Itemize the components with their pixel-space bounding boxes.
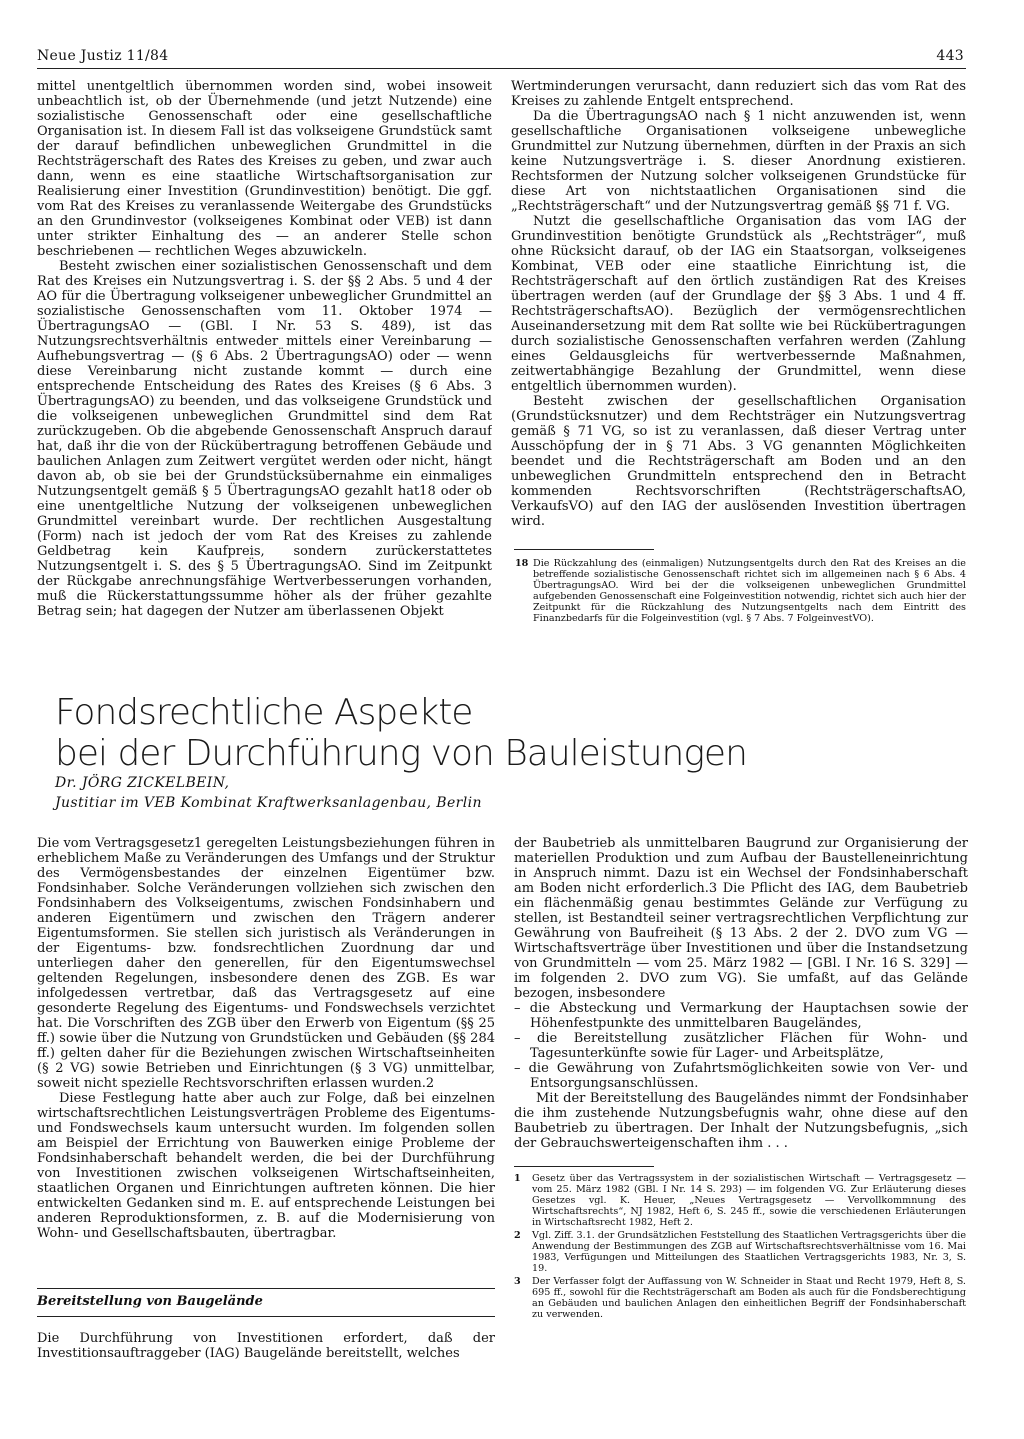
paragraph: Besteht zwischen einer sozialistischen Genossenschaft und dem Rat des Kreises ein Nutzungsvertrag i. S. der §§ 2 Abs. 5 und 4 der AO für die Übertragung volkseigener unbeweglicher Grundmittel an sozialistische Genossenschaften vom 11. Oktober 1974 — ÜbertragungsAO — (GBl. I Nr. 53 S. 489), ist das Nutzungsrechtsverhältnis entweder mittels einer Vereinbarung — Aufhebungsvertrag — (§ 6 Abs. 2 ÜbertragungsAO) oder — wenn diese Vereinbarung nicht zustande kommt — durch eine entsprechende Entscheidung des Rates des Kreises (§ 6 Abs. 3 ÜbertragungsAO) zu beenden, und das volkseigene Grundstück und die volkseigenen unbeweglichen Grundmittel sind dem Rat zurückzugeben. Ob die abgebende Genossenschaft Anspruch darauf hat, daß ihr die von der Rückübertragung betroffenen Gebäude und baulichen Anlagen zum Zeitwert vergütet werden oder nicht, hängt davon ab, ob sie bei der Grundstücksübernahme ein einmaliges Nutzungsentgelt gemäß § 5 ÜbertragungsAO gezahlt hat18 oder ob eine unentgeltliche Nutzung der volkseigenen unbeweglichen Grundmittel vereinbart wurde. Der rechtlichen Ausgestaltung (Form) nach ist jedoch der vom Rat des Kreises zu zahlende Geldbetrag kein Kaufpreis, sondern zurückerstattetes Nutzungsentgelt i. S. des § 5 ÜbertragungsAO. Sind im Zeitpunkt der Rückgabe anrechnungsfähige Wertverbesserungen vorhanden, muß die Rückerstattungssumme höher als der früher gezahlte Betrag sein; hat dagegen der Nutzer am überlassenen Objekt	[37, 259, 492, 619]
paragraph: der Baubetrieb als unmittelbaren Baugrund zur Organisierung der materiellen Produktion und zum Aufbau der Baustelleneinrichtung in Anspruch nimmt. Dazu ist ein Wechsel der Fondsinhaberschaft am Boden nicht erforderlich.3 Die Pflicht des IAG, dem Baubetrieb ein flächenmäßig genau bestimmtes Gelände zur Verfügung zu stellen, ist Bestandteil seiner vertragsrechtlichen Verpflichtung zur Gewährung von Baufreiheit (§ 13 Abs. 2 der 2. DVO zum VG — Wirtschaftsverträge über Investitionen und über die Instandsetzung von Grundmitteln — vom 25. März 1982 — [GBl. I Nr. 16 S. 329] — im folgenden 2. DVO zum VG). Sie umfaßt, auf das Gelände bezogen, insbesondere	[514, 836, 968, 1001]
list-item: – die Bereitstellung zusätzlicher Flächen für Wohn- und Tagesunterkünfte sowie für Lager- und Arbeitsplätze,	[514, 1031, 968, 1061]
requirement-list	[514, 1001, 968, 1091]
title-line-1: Fondsrechtliche Aspekte	[55, 692, 473, 733]
article-left-column-continued	[37, 1331, 495, 1376]
paragraph: Diese Festlegung hatte aber auch zur Folge, daß bei einzelnen wirtschaftsrechtlichen Leistungsverträgen Probleme des Eigentums- und Fondswechsels kaum untersucht wurden. Im folgenden sollen am Beispiel der Errichtung von Bauwerken einige Probleme der Fondsinhaberschaft behandelt werden, die bei der Durchführung von Investitionen zwischen volkseigenen Wirtschaftseinheiten, staatlichen Organen und Einrichtungen auftreten können. Die hier entwickelten Gedanken sind m. E. auf entsprechende Leistungen bei anderen Reproduktionsformen, z. B. auf die Modernisierung von Wohn- und Gesellschaftsbauten, übertragbar.	[37, 1091, 495, 1241]
paragraph: Die vom Vertragsgesetz1 geregelten Leistungsbeziehungen führen in erheblichem Maße zu Veränderungen des Umfangs und der Struktur des Vermögensbestandes der einzelnen Eigentümer bzw. Fondsinhaber. Solche Veränderungen vollziehen sich zwischen den Fondsinhabern des Volkseigentums, zwischen Fondsinhabern und anderen Eigentümern und zwischen den Trägern anderer Eigentumsformen. Sie stellen sich juristisch als Veränderungen in der Eigentums- bzw. fondsrechtlichen Zuordnung dar und unterliegen daher den generellen, für den Eigentumswechsel geltenden Regelungen, insbesondere denen des ZGB. Es war infolgedessen vertretbar, daß das Vertragsgesetz auf eine gesonderte Regelung des Eigentums- und Fondswechsels verzichtet hat. Die Vorschriften des ZGB über den Erwerb von Eigentum (§§ 25 ff.) sowie über die Nutzung von Grundstücken und Gebäuden (§§ 284 ff.) gelten daher für die Beziehungen zwischen Wirtschaftseinheiten (§ 2 VG) sowie Betrieben und Einrichtungen (§ 3 VG) unmittelbar, soweit nicht spezielle Rechtsvorschriften erlassen wurden.2	[37, 836, 495, 1091]
article-left-column	[37, 836, 495, 1286]
footnote-text: Die Rückzahlung des (einmaligen) Nutzungsentgelts durch den Rat des Kreises an die betreffende sozialistische Genossenschaft richtet sich im allgemeinen nach § 6 Abs. 4 ÜbertragungsAO. Wird bei der die volkseigenen unbeweglichen Grundmittel aufgebenden Genossenschaft eine Folgeinvestition notwendig, richtet sich auch hier der Zeitpunkt für die Rückzahlung des Nutzungsentgelts nach dem Eintritt des Finanzbedarfs für die Folgeinvestition (vgl. § 7 Abs. 7 FolgeinvestVO).	[533, 558, 966, 624]
section-rule-bottom	[37, 1316, 495, 1317]
footnote-rule	[514, 549, 654, 550]
paragraph: Da die ÜbertragungsAO nach § 1 nicht anzuwenden ist, wenn gesellschaftliche Organisationen volkseigene unbewegliche Grundmittel zur Nutzung übernehmen, dürften in der Praxis an sich keine Nutzungsverträge i. S. dieser Anordnung existieren. Rechtsformen der Nutzung solcher volkseigenen Grundstücke für diese Art von nichtstaatlichen Organisationen sind die „Rechtsträgerschaft“ und der Nutzungsvertrag gemäß §§ 71 f. VG.	[511, 109, 966, 214]
footnote-3	[514, 1276, 966, 1320]
list-item: – die Absteckung und Vermarkung der Hauptachsen sowie der Höhenfestpunkte des unmittelbaren Baugeländes,	[514, 1001, 968, 1031]
article-right-column	[514, 836, 968, 1161]
footnote-18	[515, 558, 966, 624]
footnote-rule	[514, 1166, 654, 1167]
upper-right-column	[511, 79, 966, 539]
paragraph: Mit der Bereitstellung des Baugeländes nimmt der Fondsinhaber die ihm zustehende Nutzungsbefugnis wahr, ohne diese auf den Baubetrieb zu übertragen. Der Inhalt der Nutzungsbefugnis, „sich der Gebrauchswerteigenschaften ihm . . .	[514, 1091, 968, 1151]
title-line-2: bei der Durchführung von Bauleistungen	[55, 733, 747, 774]
footnote-text: Vgl. Ziff. 3.1. der Grundsätzlichen Feststellung des Staatlichen Vertragsgerichts über die Anwendung der Bestimmungen des ZGB auf Wirtschaftsrechtsverhältnisse vom 16. Mai 1983, Verfügungen und Mitteilungen des Staatlichen Vertragsgerichts 1983, Nr. 3, S. 19.	[532, 1230, 966, 1274]
journal-name: Neue Justiz 11/84	[37, 48, 169, 64]
footnote-1	[514, 1173, 966, 1228]
section-rule-top	[37, 1288, 495, 1289]
footnote-2	[514, 1230, 966, 1274]
footnote-number: 3	[514, 1276, 521, 1287]
paragraph: Wertminderungen verursacht, dann reduziert sich das vom Rat des Kreises zu zahlende Entgelt entsprechend.	[511, 79, 966, 109]
paragraph: Besteht zwischen der gesellschaftlichen Organisation (Grundstücksnutzer) und dem Rechtsträger ein Nutzungsvertrag gemäß § 71 VG, so ist zu veranlassen, daß dieser Vertrag unter Ausschöpfung der in § 71 Abs. 3 VG genannten Möglichkeiten beendet und die Rechtsträgerschaft am Boden und an den unbeweglichen Grundmitteln entsprechend den in Betracht kommenden Rechtsvorschriften (RechtsträgerschaftsAO, VerkaufsVO) auf den IAG der auslösenden Investition übertragen wird.	[511, 394, 966, 529]
list-item: – die Gewährung von Zufahrtsmöglichkeiten sowie von Ver- und Entsorgungsanschlüssen.	[514, 1061, 968, 1091]
footnote-text: Der Verfasser folgt der Auffassung von W. Schneider in Staat und Recht 1979, Heft 8, S. 695 ff., sowohl für die Rechtsträgerschaft am Boden als auch für die Fondsberechtigung an Gebäuden und baulichen Anlagen den einheitlichen Begriff der Fondsinhaberschaft zu verwenden.	[532, 1276, 966, 1320]
footnote-number: 18	[515, 558, 529, 569]
author-affiliation: Justitiar im VEB Kombinat Kraftwerksanlagenbau, Berlin	[55, 795, 482, 811]
section-heading: Bereitstellung von Baugelände	[37, 1294, 263, 1309]
footnote-text: Gesetz über das Vertragssystem in der sozialistischen Wirtschaft — Vertragsgesetz — vom 25. März 1982 (GBl. I Nr. 14 S. 293) — im folgenden VG. Zur Erläuterung dieses Gesetzes vgl. K. Heuer, „Neues Vertragsgesetz — Vervollkommnung des Wirtschaftsrechts“, NJ 1982, Heft 6, S. 245 ff., sowie die verschiedenen Erläuterungen in Wirtschaftsrecht 1982, Heft 2.	[532, 1173, 966, 1228]
page-number: 443	[936, 48, 964, 64]
article-footnotes	[514, 1173, 966, 1373]
header-rule	[37, 68, 966, 69]
footnote-number: 1	[514, 1173, 521, 1184]
upper-left-column	[37, 79, 492, 669]
paragraph: Nutzt die gesellschaftliche Organisation das vom IAG der Grundinvestition benötigte Grundstück als „Rechtsträger“, muß ohne Rücksicht darauf, ob der IAG ein Staatsorgan, volkseigenes Kombinat, VEB oder eine staatliche Einrichtung ist, die Rechtsträgerschaft auf den örtlich zuständigen Rat des Kreises übertragen werden (auf der Grundlage der §§ 3 Abs. 1 und 4 ff. RechtsträgerschaftsAO). Bezüglich der vermögensrechtlichen Auseinandersetzung mit dem Rat sollte wie bei Rückübertragungen durch sozialistische Genossenschaften verfahren werden (Zahlung eines Geldausgleichs für wertverbessernde Maßnahmen, zeitwertabhängige Bezahlung der Grundmittel, wenn diese entgeltlich übernommen wurden).	[511, 214, 966, 394]
paragraph: Die Durchführung von Investitionen erfordert, daß der Investitionsauftraggeber (IAG) Baugelände bereitstellt, welches	[37, 1331, 495, 1361]
article-title	[55, 692, 985, 774]
author-name: Dr. JÖRG ZICKELBEIN,	[55, 775, 230, 791]
paragraph: mittel unentgeltlich übernommen worden sind, wobei insoweit unbeachtlich ist, ob der Übernehmende (und jetzt Nutzende) eine sozialistische Genossenschaft oder eine gesellschaftliche Organisation ist. In diesem Fall ist das volkseigene Grundstück samt der darauf befindlichen unbeweglichen Grundmittel in die Rechtsträgerschaft des Rates des Kreises zu geben, und zwar auch dann, wenn es eine staatliche Wirtschaftsorganisation zur Realisierung einer Investition (Grundinvestition) benötigt. Die ggf. vom Rat des Kreises zu veranlassende Weitergabe des Grundstücks an den Grundinvestor (volkseigenes Kombinat oder VEB) ist dann unter strikter Einhaltung des — an anderer Stelle schon beschriebenen — rechtlichen Weges abzuwickeln.	[37, 79, 492, 259]
upper-footnotes	[515, 558, 966, 670]
footnote-number: 2	[514, 1230, 521, 1241]
